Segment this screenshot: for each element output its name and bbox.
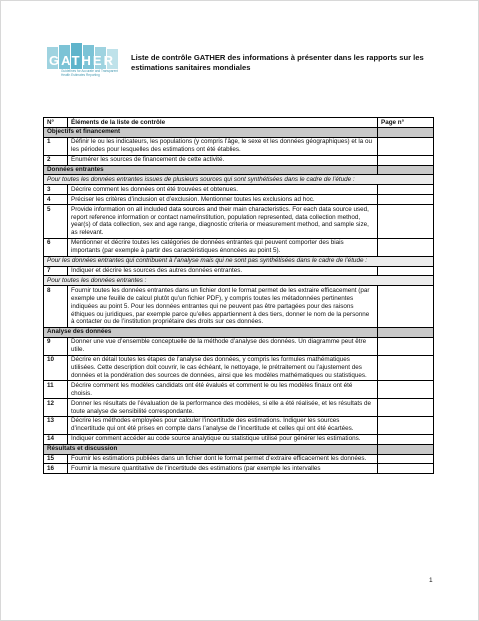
item-number: 7 bbox=[44, 266, 68, 276]
item-number: 9 bbox=[44, 337, 68, 355]
checklist-item-row bbox=[44, 185, 434, 195]
section-title: Analyse des données bbox=[44, 327, 378, 337]
item-page-cell[interactable] bbox=[378, 434, 434, 444]
item-text: Indiquer comment accéder au code source analytique ou statistique utilisé pour générer les estimations. bbox=[68, 434, 378, 444]
section-header-row bbox=[44, 127, 434, 137]
logo-tagline: Guidelines for Accurate and Transparent Health Estimates Reporting bbox=[61, 69, 119, 77]
checklist-item-row bbox=[44, 454, 434, 464]
item-page-cell[interactable] bbox=[378, 137, 434, 155]
item-page-cell[interactable] bbox=[378, 155, 434, 165]
column-header-page: Page n° bbox=[378, 118, 434, 128]
item-page-cell[interactable] bbox=[378, 464, 434, 474]
item-text: Fournir la mesure quantitative de l’incertitude des estimations (par exemple les intervalles bbox=[68, 464, 378, 474]
subsection-title: Pour toutes les données entrantes issues de plusieurs sources qui sont synthétisées dans le cadre de l’étude : bbox=[44, 175, 434, 185]
item-text: Donner une vue d’ensemble conceptuelle de la méthode d’analyse des données. Un diagramme peut être utile. bbox=[68, 337, 378, 355]
checklist-item-row bbox=[44, 238, 434, 256]
checklist-item-row bbox=[44, 355, 434, 381]
item-number: 10 bbox=[44, 355, 68, 381]
checklist-item-row bbox=[44, 266, 434, 276]
item-number: 12 bbox=[44, 399, 68, 417]
section-page-cell bbox=[378, 127, 434, 137]
subsection-title: Pour les données entrantes qui contribuent à l’analyse mais qui ne sont pas synthétisées dans le cadre de l’étude : bbox=[44, 256, 434, 266]
item-page-cell[interactable] bbox=[378, 238, 434, 256]
item-text: Énumérer les sources de financement de cette activité. bbox=[68, 155, 378, 165]
checklist-item-row bbox=[44, 195, 434, 205]
section-header-row bbox=[44, 444, 434, 454]
item-text: Décrire les méthodes employées pour calculer l’incertitude des estimations. Indiquer les sources d’incertitude qui ont été prises en compte dans l’analyse de l’incertitude et celles qui ont été écartées. bbox=[68, 416, 378, 434]
item-text: Mentionner et décrire toutes les catégories de données entrantes qui peuvent comporter des biais importants (par exemple à partir des caractéristiques énoncées au point 5). bbox=[68, 238, 378, 256]
section-page-cell bbox=[378, 165, 434, 175]
checklist-table bbox=[43, 117, 434, 474]
item-text: Définir le ou les indicateurs, les populations (y compris l’âge, le sexe et les données géographiques) et la ou les périodes pour lesquelles des estimations ont été établies. bbox=[68, 137, 378, 155]
item-number: 11 bbox=[44, 381, 68, 399]
item-number: 13 bbox=[44, 416, 68, 434]
table-header-row bbox=[44, 118, 434, 128]
section-title: Résultats et discussion bbox=[44, 444, 378, 454]
checklist-item-row bbox=[44, 399, 434, 417]
section-header-row bbox=[44, 327, 434, 337]
checklist-item-row bbox=[44, 137, 434, 155]
checklist-item-row bbox=[44, 205, 434, 239]
subsection-row bbox=[44, 256, 434, 266]
item-number: 1 bbox=[44, 137, 68, 155]
item-page-cell[interactable] bbox=[378, 205, 434, 239]
item-page-cell[interactable] bbox=[378, 185, 434, 195]
item-number: 8 bbox=[44, 286, 68, 328]
item-number: 2 bbox=[44, 155, 68, 165]
checklist-item-row bbox=[44, 337, 434, 355]
section-title: Données entrantes bbox=[44, 165, 378, 175]
gather-logo-icon bbox=[41, 43, 123, 69]
svg-text:GATHER: GATHER bbox=[49, 53, 115, 68]
item-text: Provide information on all included data sources and their main characteristics. For each data source used, report reference information or contact name/institution, population represented, data collection method, year(s) of data collection, sex and age range, diagnostic criteria or measurement method, and sample size, as relevant. bbox=[68, 205, 378, 239]
column-header-number: N° bbox=[44, 118, 68, 128]
checklist-item-row bbox=[44, 434, 434, 444]
item-text: Décrire en détail toutes les étapes de l’analyse des données, y compris les formules mathématiques utilisées. Cette description doit couvrir, le cas échéant, le nettoyage, le prétraitement ou l’ajustement des données et la pondération des sources de données, ainsi que les modèles mathématiques ou statistiques. bbox=[68, 355, 378, 381]
section-page-cell bbox=[378, 444, 434, 454]
item-number: 6 bbox=[44, 238, 68, 256]
item-text: Décrire comment les modèles candidats ont été évalués et comment le ou les modèles finaux ont été choisis. bbox=[68, 381, 378, 399]
item-page-cell[interactable] bbox=[378, 337, 434, 355]
item-number: 15 bbox=[44, 454, 68, 464]
section-header-row bbox=[44, 165, 434, 175]
item-text: Préciser les critères d’inclusion et d’exclusion. Mentionner toutes les exclusions ad hoc. bbox=[68, 195, 378, 205]
section-page-cell bbox=[378, 327, 434, 337]
column-header-item: Éléments de la liste de contrôle bbox=[68, 118, 378, 128]
subsection-row bbox=[44, 175, 434, 185]
document-header bbox=[41, 43, 441, 83]
document-title: Liste de contrôle GATHER des informations à présenter dans les rapports sur les estimations sanitaires mondiales bbox=[131, 53, 424, 72]
subsection-title: Pour toutes les données entrantes : bbox=[44, 276, 434, 286]
item-page-cell[interactable] bbox=[378, 355, 434, 381]
item-number: 5 bbox=[44, 205, 68, 239]
checklist-item-row bbox=[44, 416, 434, 434]
item-page-cell[interactable] bbox=[378, 416, 434, 434]
item-text: Décrire comment les données ont été trouvées et obtenues. bbox=[68, 185, 378, 195]
checklist-item-row bbox=[44, 464, 434, 474]
section-title: Objectifs et financement bbox=[44, 127, 378, 137]
item-number: 16 bbox=[44, 464, 68, 474]
item-page-cell[interactable] bbox=[378, 266, 434, 276]
item-number: 14 bbox=[44, 434, 68, 444]
item-page-cell[interactable] bbox=[378, 399, 434, 417]
checklist-item-row bbox=[44, 286, 434, 328]
subsection-row bbox=[44, 276, 434, 286]
gather-logo bbox=[41, 43, 123, 83]
checklist-item-row bbox=[44, 155, 434, 165]
item-page-cell[interactable] bbox=[378, 454, 434, 464]
item-text: Fournir toutes les données entrantes dans un fichier dont le format permet de les extraire efficacement (par exemple une feuille de calcul plutôt qu’un fichier PDF), y compris toutes les métadonnées pertinentes indiquées au point 5. Pour les données entrantes qui ne peuvent pas être partagées pour des raisons éthiques ou juridiques, par exemple parce qu’elles appartiennent à des tiers, donner le nom de la personne à contacter ou de l’institution propriétaire des droits sur ces données. bbox=[68, 286, 378, 328]
item-page-cell[interactable] bbox=[378, 286, 434, 328]
item-number: 3 bbox=[44, 185, 68, 195]
item-page-cell[interactable] bbox=[378, 195, 434, 205]
checklist-item-row bbox=[44, 381, 434, 399]
item-text: Fournir les estimations publiées dans un fichier dont le format permet d’extraire efficacement les données. bbox=[68, 454, 378, 464]
item-number: 4 bbox=[44, 195, 68, 205]
page-number: 1 bbox=[429, 577, 433, 584]
item-page-cell[interactable] bbox=[378, 381, 434, 399]
item-text: Donner les résultats de l’évaluation de la performance des modèles, si elle a été réalisée, et les résultats de toute analyse de sensibilité correspondante. bbox=[68, 399, 378, 417]
item-text: Indiquer et décrire les sources des autres données entrantes. bbox=[68, 266, 378, 276]
